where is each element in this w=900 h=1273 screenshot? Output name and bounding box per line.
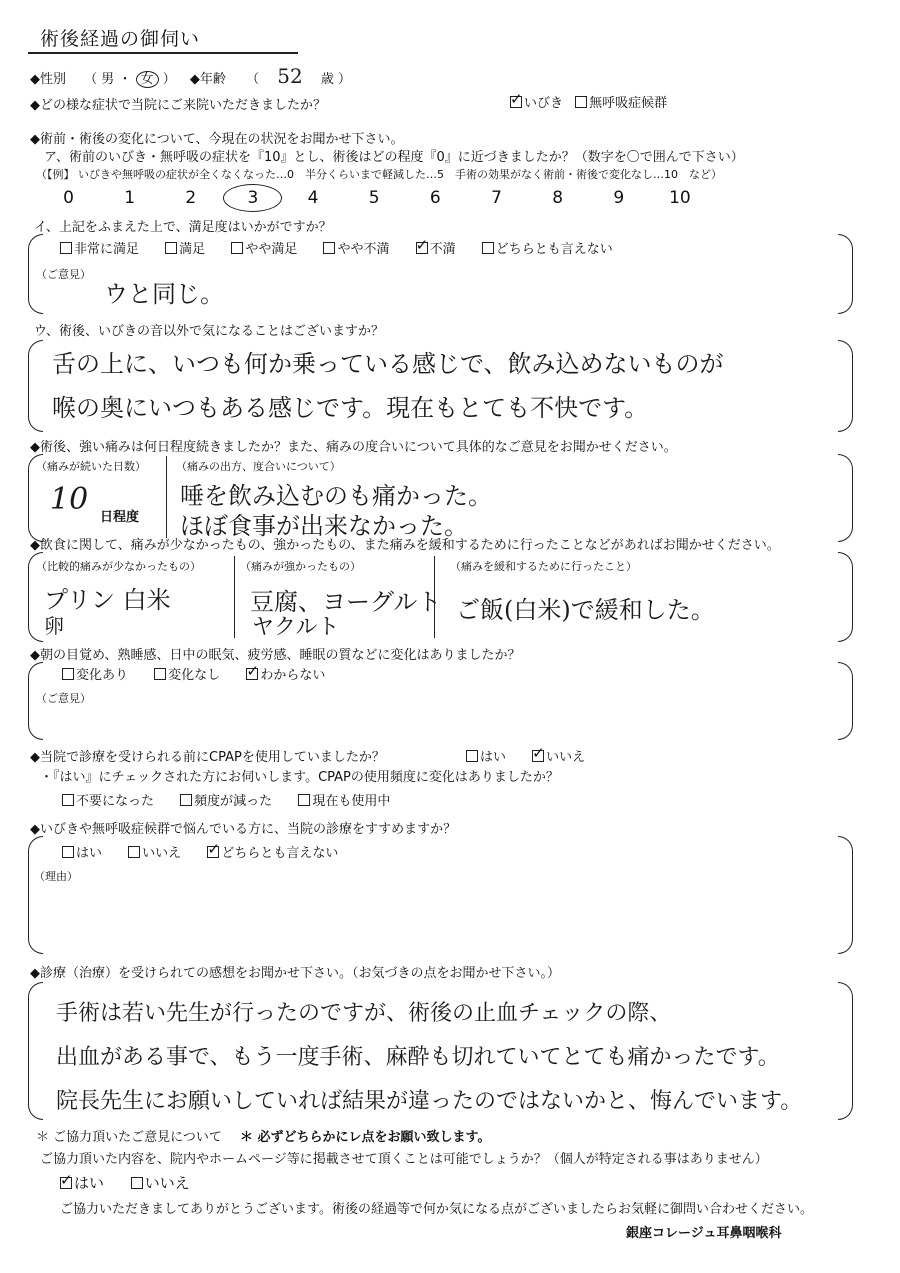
satisfaction-opinion-label: （ご意見）	[36, 268, 91, 281]
page-title: 術後経過の御伺い	[40, 28, 201, 50]
recommend-options	[62, 842, 360, 861]
cpap-freq-option[interactable]: 不要になった	[62, 790, 154, 809]
scale-2[interactable]: 2	[185, 188, 197, 208]
symptom-option-apnea[interactable]: 無呼吸症候群	[575, 96, 667, 111]
sleep-opinion-label: （ご意見）	[36, 692, 91, 705]
change-header: ◆術前・術後の変化について、今現在の状況をお聞かせ下さい。	[30, 132, 404, 147]
checkbox-checked-icon[interactable]	[416, 242, 428, 254]
gender-male[interactable]: 男	[101, 72, 115, 87]
cpap-question: ◆当院で診療を受けられる前にCPAPを使用していましたか？	[30, 750, 385, 765]
pain-detail-label: （痛みの出方、度合いについて）	[176, 460, 341, 473]
footer-question: ご協力頂いた内容を、院内やホームページ等に掲載させて頂くことは可能でしょうか？（個人が特定される事はありません）	[40, 1152, 768, 1167]
symptom-question: ◆どの様な症状で当院にご来院いただきましたか？	[30, 98, 326, 113]
impression-bracket-left	[28, 982, 43, 1120]
checkbox-checked-icon[interactable]	[60, 1177, 72, 1189]
checkbox-checked-icon[interactable]	[207, 846, 219, 858]
checkbox-icon[interactable]	[482, 242, 494, 254]
symptom-option-snoring[interactable]: ✓ いびき	[510, 96, 563, 111]
checkbox-icon[interactable]	[62, 794, 74, 806]
checkbox-checked-icon[interactable]	[246, 668, 258, 680]
gender-label: ◆性別	[30, 72, 66, 87]
satisfaction-question: イ、上記をふまえた上で、満足度はいかがですか？	[34, 220, 332, 235]
food-divider-1	[234, 556, 235, 638]
food-strong-value2[interactable]: ヤクルト	[252, 615, 340, 640]
change-example: （【例】 いびきや無呼吸の症状が全くなくなった…0 半分くらいまで軽減した…5 手術の効果がなく術前・術後で変化なし…10 など）	[36, 168, 722, 181]
satisfaction-bracket-right	[838, 234, 853, 314]
publish-yes[interactable]: ✓はい	[60, 1172, 104, 1193]
change-question: ア、術前のいびき・無呼吸の症状を『10』とし、術後はどの程度『0』に近づきましたか？（数字を〇で囲んで下さい）	[44, 150, 744, 165]
gender-female[interactable]: 女	[136, 71, 159, 88]
checkbox-icon[interactable]	[466, 750, 478, 762]
satisfaction-option[interactable]: ✓ 不満	[416, 238, 456, 257]
recommend-option[interactable]: はい	[62, 842, 102, 861]
checkbox-icon[interactable]	[298, 794, 310, 806]
checkbox-icon[interactable]	[62, 668, 74, 680]
cpap-followup-options	[62, 790, 412, 809]
recommend-option[interactable]: いいえ	[128, 842, 181, 861]
cpap-yes[interactable]: はい	[466, 746, 506, 765]
cpap-freq-option[interactable]: 頻度が減った	[180, 790, 272, 809]
sleep-option[interactable]: 変化なし	[154, 664, 220, 683]
recommend-bracket-right	[838, 836, 853, 954]
scale-6[interactable]: 6	[429, 188, 441, 208]
satisfaction-opinion[interactable]: ウと同じ。	[104, 280, 224, 308]
recommend-reason-label: （理由）	[34, 870, 78, 883]
age-label: ◆年齢	[189, 72, 226, 87]
checkbox-icon[interactable]	[154, 668, 166, 680]
scale-4[interactable]: 4	[307, 188, 319, 208]
age-value[interactable]: 52	[277, 64, 303, 88]
food-less-label: （比較的痛みが少なかったもの）	[36, 560, 201, 573]
satisfaction-options	[60, 238, 635, 257]
checkbox-icon[interactable]	[165, 242, 177, 254]
other-bracket-left	[28, 340, 43, 432]
publish-no[interactable]: いいえ	[131, 1172, 190, 1193]
satisfaction-option[interactable]: 非常に満足	[60, 238, 139, 257]
checkbox-icon[interactable]	[180, 794, 192, 806]
sleep-option[interactable]: ✓ わからない	[246, 664, 325, 683]
sleep-bracket-right	[838, 662, 853, 740]
impression-line2[interactable]: 出血がある事で、もう一度手術、麻酔も切れていてとても痛かったです。	[56, 1045, 780, 1070]
cpap-freq-option[interactable]: 現在も使用中	[298, 790, 390, 809]
sleep-question: ◆朝の目覚め、熟睡感、日中の眠気、疲労感、睡眠の質などに変化はありましたか？	[30, 648, 521, 663]
food-relief-value[interactable]: ご飯(白米)で緩和した。	[456, 596, 715, 624]
severity-scale	[40, 184, 708, 212]
impression-bracket-right	[838, 982, 853, 1120]
satisfaction-option[interactable]: どちらとも言えない	[482, 238, 613, 257]
recommend-option[interactable]: ✓ どちらとも言えない	[207, 842, 338, 861]
gender-row: ◆性別 （ 男 ・ 女 ） ◆年齢 （ 52 歳 ）	[30, 64, 351, 88]
food-less-value2[interactable]: 卵	[44, 614, 64, 638]
satisfaction-option[interactable]: やや不満	[323, 238, 389, 257]
scale-1[interactable]: 1	[124, 188, 136, 208]
pain-detail-line1[interactable]: 唾を飲み込むのも痛かった。	[180, 482, 492, 510]
other-concern-line2[interactable]: 喉の奥にいつもある感じです。現在もとても不快です。	[52, 394, 649, 422]
pain-days-label: （痛みが続いた日数）	[36, 460, 146, 473]
food-divider-2	[434, 556, 435, 638]
clinic-name: 銀座コレージュ耳鼻咽喉科	[626, 1226, 782, 1241]
impression-line1[interactable]: 手術は若い先生が行ったのですが、術後の止血チェックの際、	[56, 1001, 672, 1026]
pain-bracket-right	[838, 454, 853, 542]
checkbox-icon[interactable]	[131, 1177, 143, 1189]
scale-0[interactable]: 0	[63, 188, 74, 208]
satisfaction-option[interactable]: 満足	[165, 238, 205, 257]
cpap-followup: ・『はい』にチェックされた方にお伺いします。CPAPの使用頻度に変化はありましたか？	[40, 770, 559, 785]
scale-9[interactable]: 9	[613, 188, 625, 208]
food-less-value1[interactable]: プリン 白米	[44, 586, 171, 614]
recommend-question: ◆いびきや無呼吸症候群で悩んでいる方に、当院の診療をすすめますか？	[30, 822, 457, 837]
pain-divider	[166, 456, 167, 538]
sleep-option[interactable]: 変化あり	[62, 664, 128, 683]
checkbox-icon[interactable]	[62, 846, 74, 858]
impression-line3[interactable]: 院長先生にお願いしていれば結果が違ったのではないかと、悔んでいます。	[56, 1089, 803, 1114]
checkbox-checked-icon[interactable]	[532, 750, 544, 762]
scale-5[interactable]: 5	[368, 188, 380, 208]
scale-8[interactable]: 8	[552, 188, 564, 208]
scale-10[interactable]: 10	[669, 188, 691, 208]
food-strong-label: （痛みが強かったもの）	[240, 560, 361, 573]
scale-7[interactable]: 7	[491, 188, 502, 208]
footer-options	[60, 1172, 212, 1193]
other-concern-line1[interactable]: 舌の上に、いつも何か乗っている感じで、飲み込めないものが	[52, 350, 724, 378]
checkbox-icon[interactable]	[323, 242, 335, 254]
footer-thanks: ご協力いただきましてありがとうございます。術後の経過等で何か気になる点がございましたらお気軽に御問い合わせください。	[60, 1202, 813, 1217]
checkbox-checked-icon[interactable]	[510, 96, 522, 108]
footer-note-heading: ＊ ご協力頂いたご意見について ＊ 必ずどちらかにレ点をお願い致します。	[36, 1130, 491, 1145]
checkbox-icon[interactable]	[575, 96, 587, 108]
pain-detail-line2[interactable]: ほぼ食事が出来なかった。	[180, 512, 468, 540]
checkbox-icon[interactable]	[60, 242, 72, 254]
scale-3-selected: 3	[223, 184, 282, 212]
pain-days-unit: 日程度	[100, 510, 140, 525]
food-question: ◆飲食に関して、痛みが少なかったもの、強かったもの、また痛みを緩和するために行ったことなどがあればお聞かせください。	[30, 538, 780, 553]
sleep-options	[62, 664, 347, 683]
symptom-options	[510, 92, 667, 111]
checkbox-icon[interactable]	[128, 846, 140, 858]
pain-days-value[interactable]: 10	[50, 482, 89, 517]
food-bracket-right	[838, 552, 853, 642]
impression-question: ◆診療（治療）を受けられての感想をお聞かせ下さい。（お気づきの点をお聞かせ下さい。）	[30, 966, 560, 981]
recommend-bracket-left	[28, 836, 43, 954]
cpap-no[interactable]: ✓ いいえ	[532, 746, 585, 765]
satisfaction-option[interactable]: やや満足	[231, 238, 297, 257]
food-strong-value1[interactable]: 豆腐、ヨーグルト	[250, 588, 442, 616]
cpap-options	[466, 746, 607, 765]
checkbox-icon[interactable]	[231, 242, 243, 254]
food-relief-label: （痛みを緩和するために行ったこと）	[450, 560, 637, 573]
age-unit: 歳	[320, 72, 334, 87]
pain-question: ◆術後、強い痛みは何日程度続きましたか？また、痛みの度合いについて具体的なご意見をお聞かせください。	[30, 440, 677, 455]
title-underline	[28, 52, 298, 54]
other-concern-question: ウ、術後、いびきの音以外で気になることはございますか？	[34, 324, 384, 339]
scale-3[interactable]	[223, 184, 280, 212]
other-bracket-right	[838, 340, 853, 432]
